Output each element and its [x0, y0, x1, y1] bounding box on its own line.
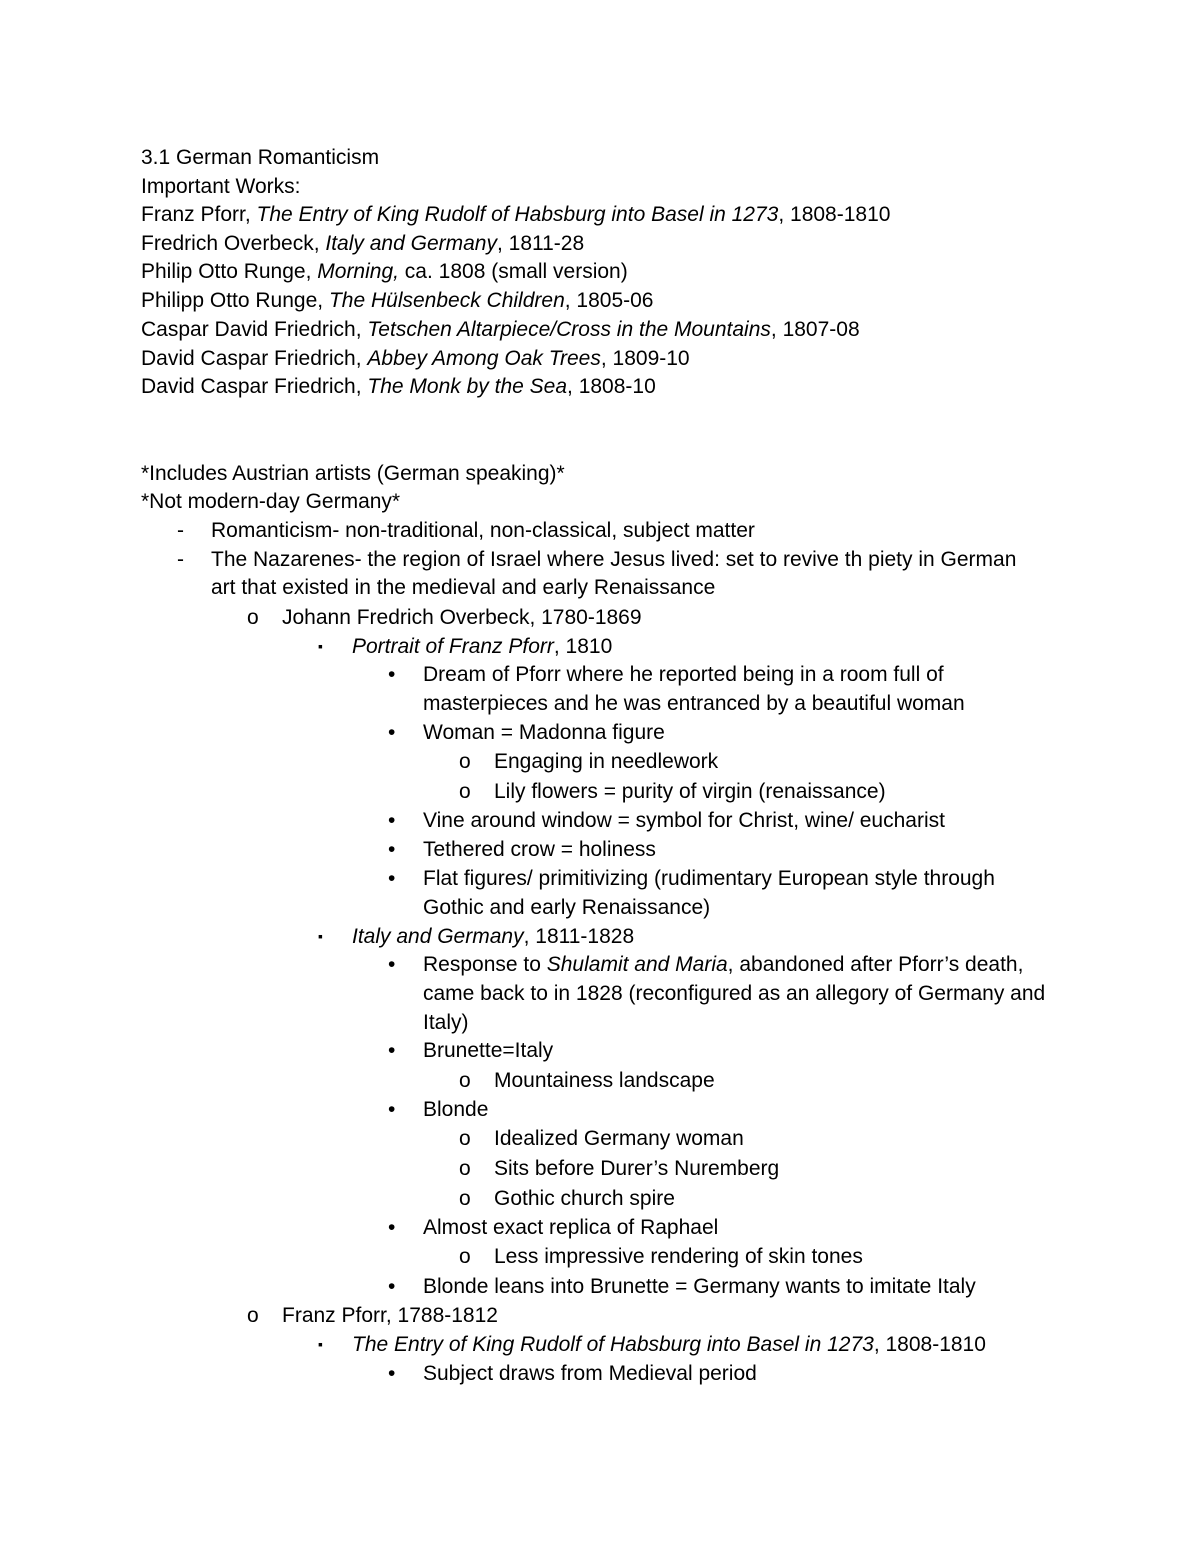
outline-durer: Sits before Durer’s Nuremberg	[494, 1157, 780, 1180]
work-date: , 1808-1810	[778, 203, 891, 226]
circle-marker: o	[459, 780, 471, 803]
bullet-marker: •	[388, 721, 396, 744]
work-line	[141, 344, 690, 373]
dash-marker: -	[177, 519, 184, 542]
circle-marker: o	[459, 1157, 471, 1180]
bullet-marker: •	[388, 953, 396, 976]
italy-title: Italy and Germany	[352, 925, 524, 948]
outline-skin: Less impressive rendering of skin tones	[494, 1245, 863, 1268]
response-post: , abandoned after Pforr’s death,	[727, 953, 1024, 976]
bullet-marker: •	[388, 838, 396, 861]
square-marker: ▪	[318, 1336, 323, 1352]
work-date: , 1805-06	[564, 289, 654, 312]
note-modern: *Not modern-day Germany*	[141, 490, 401, 513]
square-marker: ▪	[318, 638, 323, 654]
bullet-marker: •	[388, 1039, 396, 1062]
work-line	[141, 315, 860, 344]
circle-marker: o	[247, 606, 259, 629]
outline-dream-cont: masterpieces and he was entranced by a beautiful woman	[423, 692, 965, 715]
work-date: , 1808-10	[567, 375, 656, 398]
outline-flat-cont: Gothic and early Renaissance)	[423, 896, 711, 919]
dash-marker: -	[177, 548, 184, 571]
outline-pforr: Franz Pforr, 1788-1812	[282, 1304, 498, 1327]
works-heading: Important Works:	[141, 175, 301, 198]
outline-nazarenes-cont: art that existed in the medieval and early Renaissance	[211, 576, 716, 599]
work-title: The Monk by the Sea	[367, 375, 568, 398]
work-artist: Fredrich Overbeck,	[141, 232, 326, 255]
circle-marker: o	[459, 1127, 471, 1150]
note-austrian: *Includes Austrian artists (German speaking)*	[141, 462, 565, 485]
work-line	[141, 229, 584, 258]
entry-date: , 1808-1810	[873, 1333, 986, 1356]
outline-leans: Blonde leans into Brunette = Germany wants to imitate Italy	[423, 1275, 976, 1298]
work-title: Morning,	[317, 260, 399, 283]
work-date: ca. 1808 (small version)	[398, 260, 628, 283]
work-artist: Caspar David Friedrich,	[141, 318, 368, 341]
outline-medieval: Subject draws from Medieval period	[423, 1362, 757, 1385]
circle-marker: o	[459, 750, 471, 773]
bullet-marker: •	[388, 1275, 396, 1298]
work-line	[141, 257, 628, 286]
outline-vine: Vine around window = symbol for Christ, wine/ eucharist	[423, 809, 945, 832]
bullet-marker: •	[388, 1362, 396, 1385]
work-title: Tetschen Altarpiece/Cross in the Mountains	[367, 318, 771, 341]
work-line	[141, 372, 656, 401]
outline-overbeck: Johann Fredrich Overbeck, 1780-1869	[282, 606, 642, 629]
outline-response-cont: came back to in 1828 (reconfigured as an allegory of Germany and	[423, 982, 1046, 1005]
outline-italy-germany	[352, 922, 634, 951]
work-date: , 1809-10	[600, 347, 690, 370]
bullet-marker: •	[388, 867, 396, 890]
work-artist: David Caspar Friedrich,	[141, 347, 368, 370]
italy-date: , 1811-1828	[523, 925, 635, 948]
bullet-marker: •	[388, 1098, 396, 1121]
outline-lily: Lily flowers = purity of virgin (renaissance)	[494, 780, 886, 803]
outline-spire: Gothic church spire	[494, 1187, 675, 1210]
outline-raphael: Almost exact replica of Raphael	[423, 1216, 719, 1239]
outline-dream: Dream of Pforr where he reported being in a room full of	[423, 663, 944, 686]
work-artist: Philip Otto Runge,	[141, 260, 318, 283]
outline-crow: Tethered crow = holiness	[423, 838, 656, 861]
work-title: Abbey Among Oak Trees	[367, 347, 601, 370]
work-title: Italy and Germany	[325, 232, 497, 255]
outline-response-cont2: Italy)	[423, 1011, 469, 1034]
outline-flat: Flat figures/ primitivizing (rudimentary European style through	[423, 867, 995, 890]
outline-mountain: Mountainess landscape	[494, 1069, 715, 1092]
work-date: , 1807-08	[770, 318, 860, 341]
circle-marker: o	[459, 1069, 471, 1092]
outline-needlework: Engaging in needlework	[494, 750, 719, 773]
response-title: Shulamit and Maria	[546, 953, 728, 976]
outline-portrait	[352, 632, 612, 661]
outline-brunette: Brunette=Italy	[423, 1039, 554, 1062]
work-title: The Hülsenbeck Children	[328, 289, 565, 312]
work-line	[141, 200, 890, 229]
outline-response	[423, 950, 1023, 979]
circle-marker: o	[247, 1304, 259, 1327]
work-date: , 1811-28	[496, 232, 585, 255]
square-marker: ▪	[318, 928, 323, 944]
work-artist: Franz Pforr,	[141, 203, 257, 226]
outline-woman: Woman = Madonna figure	[423, 721, 665, 744]
outline-entry	[352, 1330, 986, 1359]
work-line	[141, 286, 654, 315]
response-pre: Response to	[423, 953, 547, 976]
doc-title: 3.1 German Romanticism	[141, 146, 380, 169]
outline-idealized: Idealized Germany woman	[494, 1127, 744, 1150]
portrait-title: Portrait of Franz Pforr	[352, 635, 554, 658]
outline-nazarenes: The Nazarenes- the region of Israel where Jesus lived: set to revive th piety in German	[211, 548, 1017, 571]
work-artist: David Caspar Friedrich,	[141, 375, 368, 398]
outline-romanticism: Romanticism- non-traditional, non-classical, subject matter	[211, 519, 755, 542]
circle-marker: o	[459, 1245, 471, 1268]
circle-marker: o	[459, 1187, 471, 1210]
entry-title: The Entry of King Rudolf of Habsburg into Basel in 1273	[352, 1333, 874, 1356]
bullet-marker: •	[388, 809, 396, 832]
work-title: The Entry of King Rudolf of Habsburg into Basel in 1273	[256, 203, 779, 226]
portrait-date: , 1810	[553, 635, 613, 658]
bullet-marker: •	[388, 1216, 396, 1239]
work-artist: Philipp Otto Runge,	[141, 289, 329, 312]
outline-blonde: Blonde	[423, 1098, 489, 1121]
bullet-marker: •	[388, 663, 396, 686]
